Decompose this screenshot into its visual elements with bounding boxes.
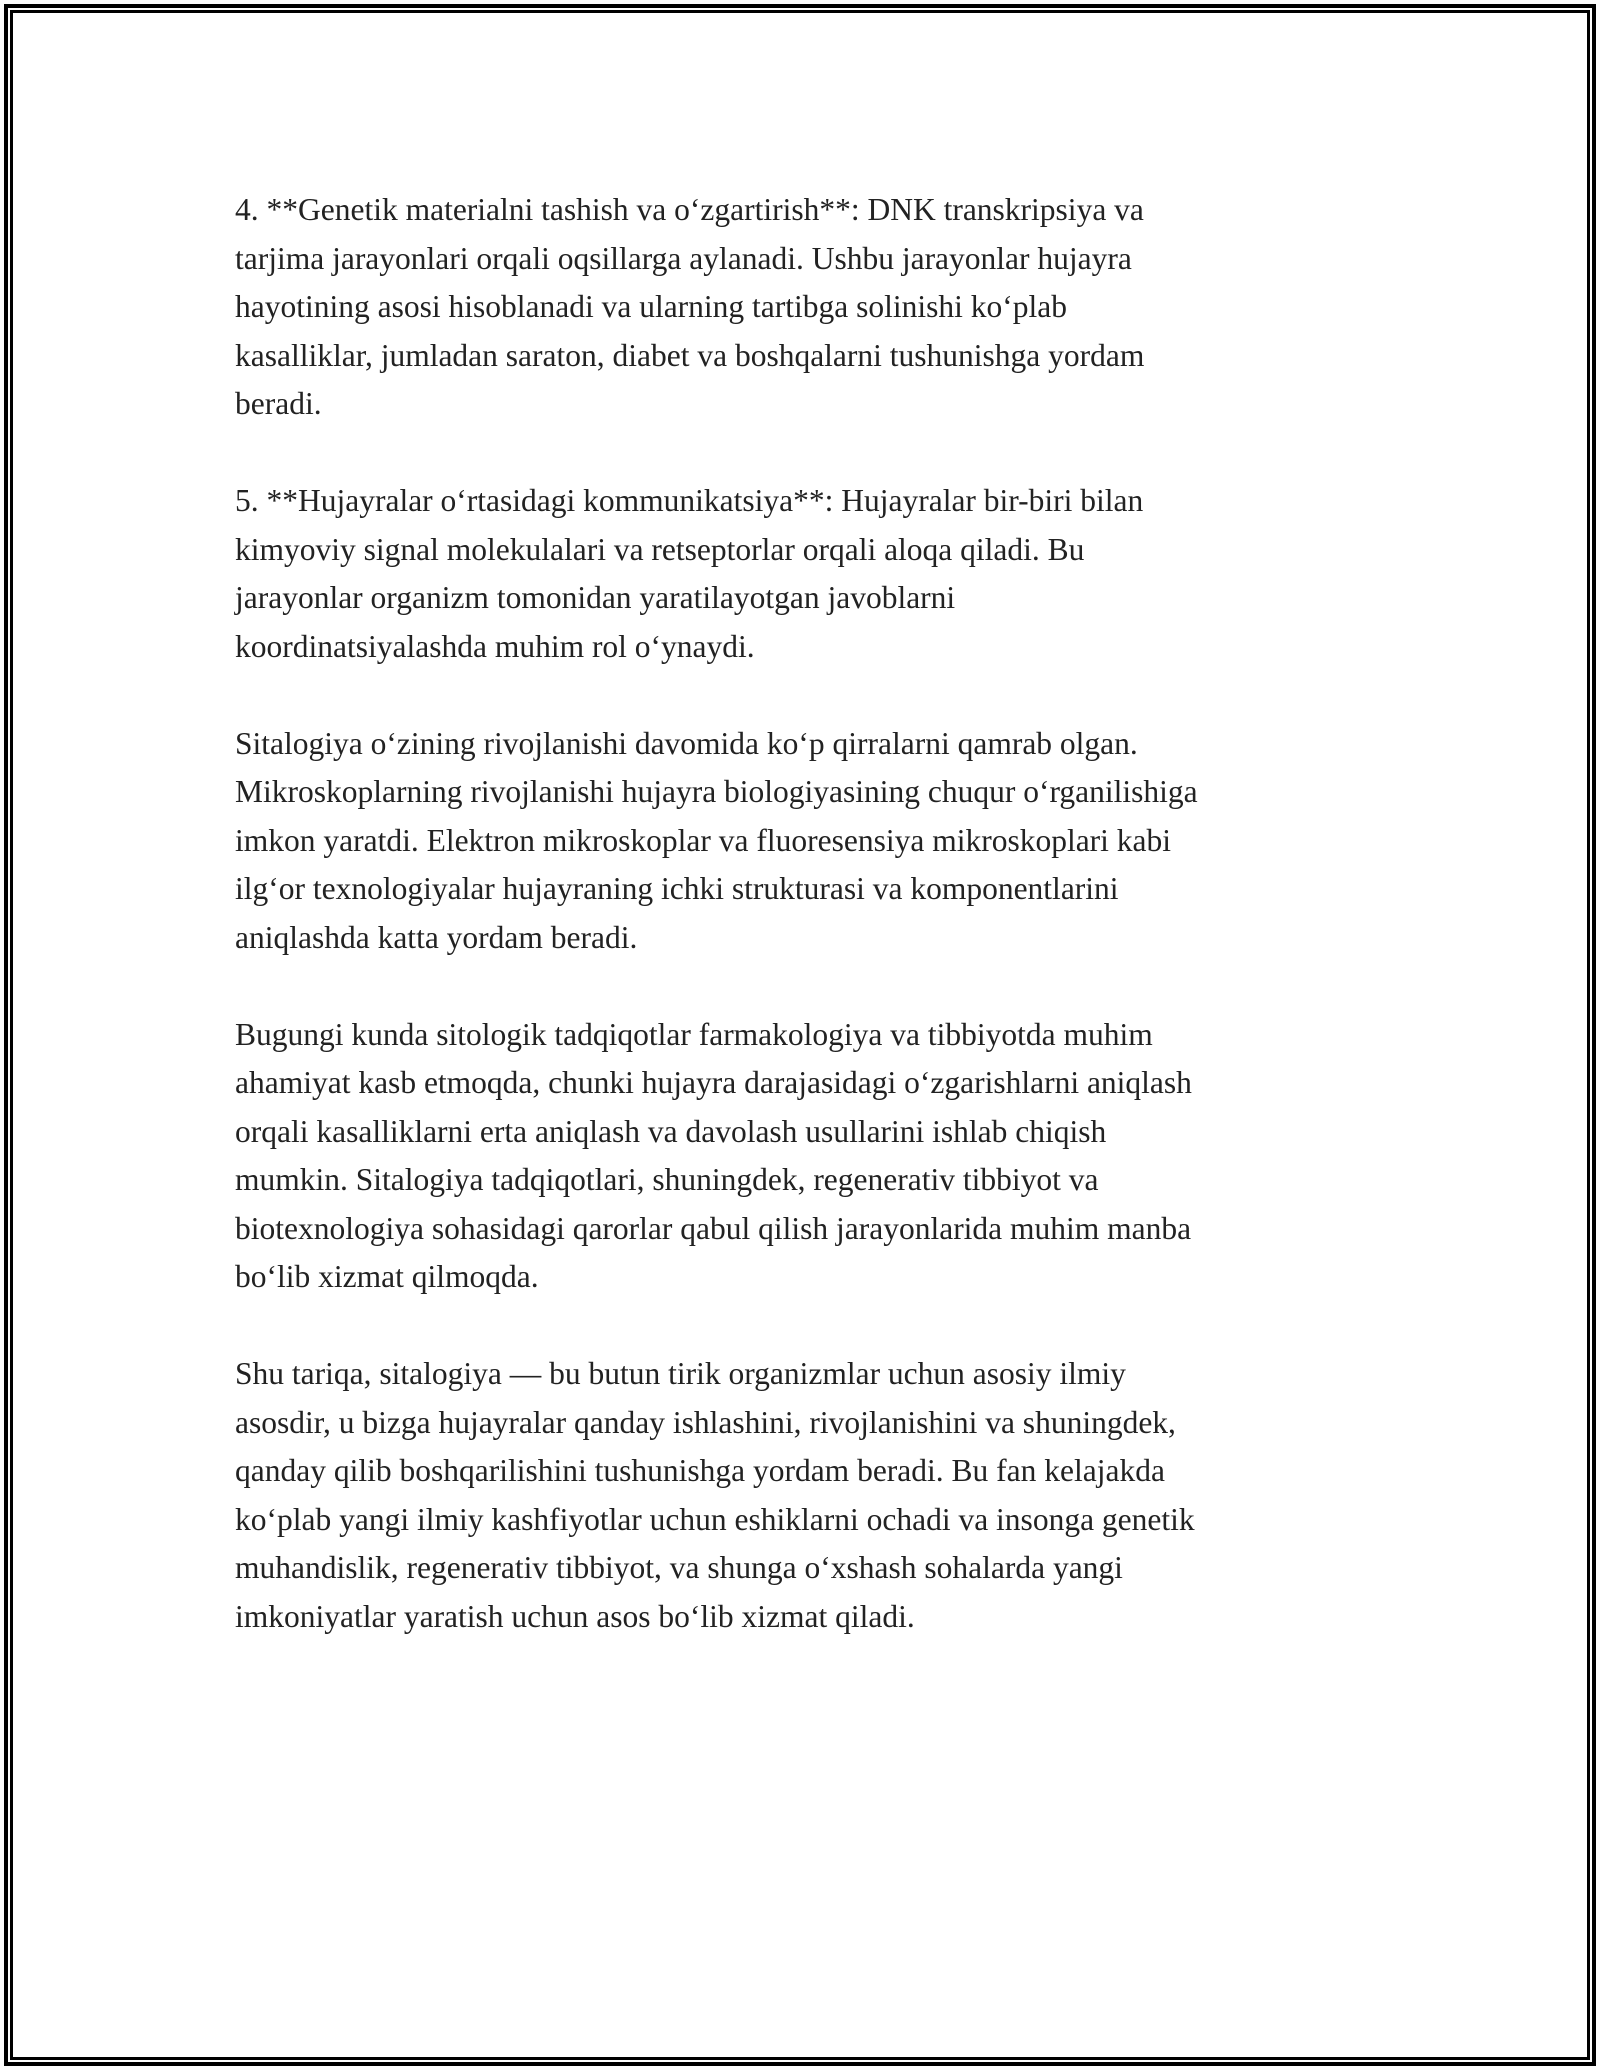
paragraph-genetic-material: 4. **Genetik materialni tashish va o‘zgartirish**: DNK transkripsiya va tarjima jarayonlari orqali oqsillarga aylanadi. Ushbu jarayonlar hujayra hayotining asosi hisoblanadi va ularning tartibga solinishi ko‘plab kasalliklar, jumladan saraton, diabet va boshqalarni tushunishga yordam beradi.: [235, 192, 1145, 421]
paragraph-cell-communication: 5. **Hujayralar o‘rtasidagi kommunikatsiya**: Hujayralar bir-biri bilan kimyoviy signal molekulalari va retseptorlar orqali aloqa qiladi. Bu jarayonlar organizm tomonidan yaratilayotgan javoblarni koordinatsiyalashda muhim rol o‘ynaydi.: [235, 483, 1144, 664]
paragraph-conclusion: Shu tariqa, sitalogiya — bu butun tirik organizmlar uchun asosiy ilmiy asosdir, u bizga hujayralar qanday ishlashini, rivojlanishini va shuningdek, qanday qilib boshqarilishini tushunishga yordam beradi. Bu fan kelajakda ko‘plab yangi ilmiy kashfiyotlar uchun eshiklarni ochadi va insonga genetik muhandislik, regenerativ tibbiyot, va shunga o‘xshash sohalarda yangi imkoniyatlar yaratish uchun asos bo‘lib xizmat qiladi.: [235, 1356, 1195, 1634]
paragraph-microscopy: Sitalogiya o‘zining rivojlanishi davomida ko‘p qirralarni qamrab olgan. Mikroskoplarning rivojlanishi hujayra biologiyasining chuqur o‘rganilishiga imkon yaratdi. Elektron mikroskoplar va fluoresensiya mikroskoplari kabi ilg‘or texnologiyalar hujayraning ichki strukturasi va komponentlarini aniqlashda katta yordam beradi.: [235, 725, 1198, 955]
paragraph-medical-research: Bugungi kunda sitologik tadqiqotlar farmakologiya va tibbiyotda muhim ahamiyat kasb etmoqda, chunki hujayra darajasidagi o‘zgarishlarni aniqlash orqali kasalliklarni erta aniqlash va davolash usullarini ishlab chiqish mumkin. Sitalogiya tadqiqotlari, shuningdek, regenerativ tibbiyot va biotexnologiya sohasidagi qarorlar qabul qilish jarayonlarida muhim manba bo‘lib xizmat qilmoqda.: [235, 1016, 1192, 1294]
document-body: [235, 186, 1385, 1641]
